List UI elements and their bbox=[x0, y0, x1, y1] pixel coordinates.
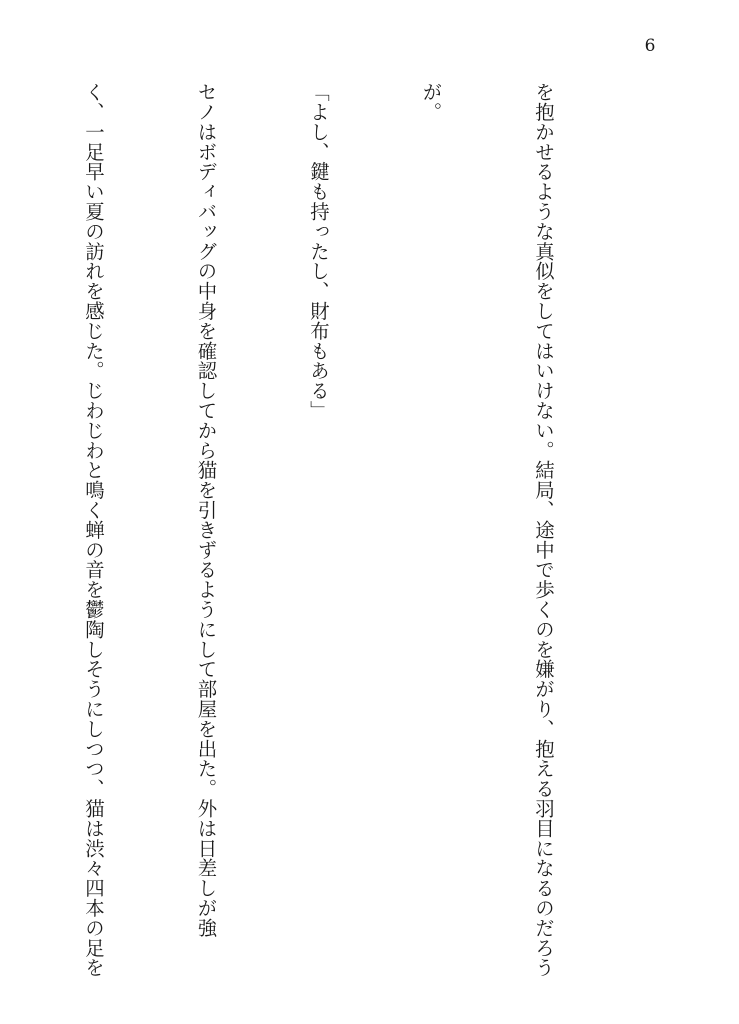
text-line: を抱かせるような真似をしてはいけない。結局、途中で歩くのを嫌がり、抱える羽目になるのだろう bbox=[532, 82, 555, 978]
text-line: 「よし、鍵も持ったし、財布もある」 bbox=[307, 82, 330, 421]
text-line: セノはボディバッグの中身を確認してから猫を引きずるようにして部屋を出た。外は日差しが強 bbox=[194, 82, 218, 938]
vertical-text-body bbox=[0, 82, 637, 978]
page-number: 6 bbox=[644, 36, 656, 56]
text-line: く、一足早い夏の訪れを感じた。じわじわと鳴く蝉の音を鬱陶しそうにしつつ、猫は渋々四本の足を bbox=[82, 82, 105, 978]
text-line: が。 bbox=[419, 82, 443, 122]
